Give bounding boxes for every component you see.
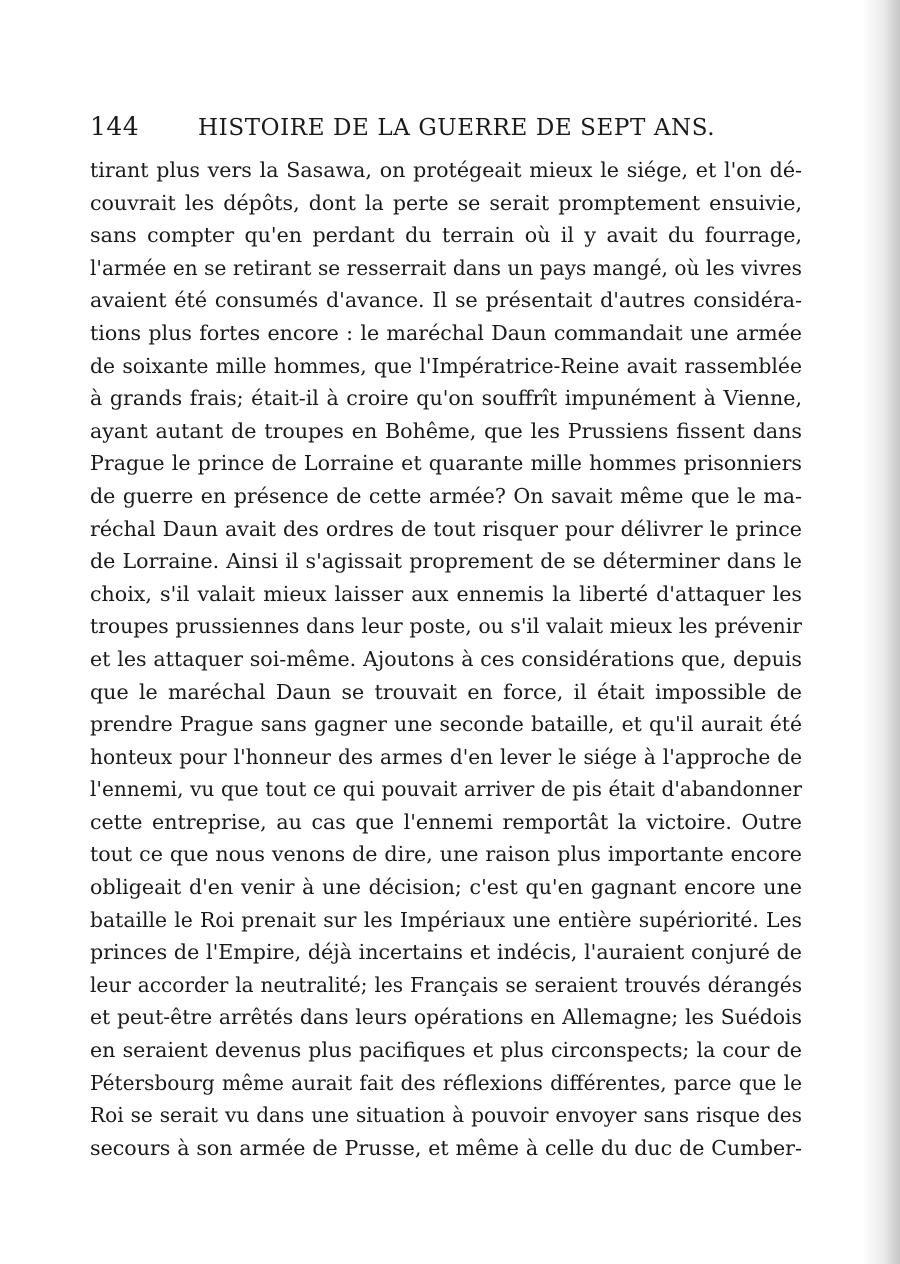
text-line: à grands frais; était-il à croire qu'on souffrît impunément à Vienne, (90, 386, 802, 411)
text-line: et peut-être arrêtés dans leurs opérations en Allemagne; les Suédois (90, 1005, 802, 1030)
text-line: princes de l'Empire, déjà incertains et indécis, l'auraient conjuré de (90, 940, 802, 965)
running-title: HISTOIRE DE LA GUERRE DE SEPT ANS. (198, 115, 716, 141)
text-line: ayant autant de troupes en Bohême, que les Prussiens fissent dans (90, 418, 802, 443)
text-line: sans compter qu'en perdant du terrain où il y avait du fourrage, (90, 223, 802, 248)
text-line: tirant plus vers la Sasawa, on protégeait mieux le siége, et l'on dé- (90, 158, 802, 182)
text-line: Roi se serait vu dans une situation à pouvoir envoyer sans risque des (90, 1103, 802, 1128)
text-line: prendre Prague sans gagner une seconde bataille, et qu'il aurait été (90, 712, 802, 737)
text-line: obligeait d'en venir à une décision; c'est qu'en gagnant encore une (90, 875, 802, 900)
page-number: 144 (90, 112, 140, 141)
text-line: de Lorraine. Ainsi il s'agissait proprement de se déterminer dans le (90, 549, 802, 574)
text-line: cette entreprise, au cas que l'ennemi remportât la victoire. Outre (90, 809, 802, 834)
text-line: troupes prussiennes dans leur poste, ou s'il valait mieux les prévenir (90, 614, 802, 639)
text-line: Prague le prince de Lorraine et quarante mille hommes prisonniers (90, 451, 802, 476)
text-line: tout ce que nous venons de dire, une raison plus importante encore (90, 842, 802, 867)
text-line: honteux pour l'honneur des armes d'en lever le siége à l'approche de (90, 744, 802, 769)
text-line: avaient été consumés d'avance. Il se présentait d'autres considéra- (90, 288, 802, 313)
page-header (90, 112, 802, 148)
body-text (90, 154, 802, 1164)
text-line: l'ennemi, vu que tout ce qui pouvait arriver de pis était d'abandonner (90, 777, 802, 802)
text-line: que le maréchal Daun se trouvait en force, il était impossible de (90, 679, 802, 704)
text-line: de guerre en présence de cette armée? On savait même que le ma- (90, 483, 802, 508)
text-line: de soixante mille hommes, que l'Impératrice-Reine avait rassemblée (90, 353, 802, 378)
text-line: choix, s'il valait mieux laisser aux ennemis la liberté d'attaquer les (90, 581, 802, 606)
text-line: Pétersbourg même aurait fait des réflexions différentes, parce que le (90, 1070, 802, 1095)
text-line: leur accorder la neutralité; les Français se seraient trouvés dérangés (90, 972, 802, 997)
text-line: l'armée en se retirant se resserrait dans un pays mangé, où les vivres (90, 255, 802, 280)
text-line: tions plus fortes encore : le maréchal Daun commandait une armée (90, 320, 802, 345)
text-line: et les attaquer soi-même. Ajoutons à ces considérations que, depuis (90, 646, 802, 671)
text-line: couvrait les dépôts, dont la perte se serait promptement ensuivie, (90, 190, 802, 215)
book-page (90, 112, 802, 1164)
text-line: bataille le Roi prenait sur les Impériaux une entière supériorité. Les (90, 907, 802, 932)
text-line: secours à son armée de Prusse, et même à celle du duc de Cumber- (90, 1135, 802, 1160)
text-line: en seraient devenus plus pacifiques et plus circonspects; la cour de (90, 1038, 802, 1063)
page-edge-shadow (862, 0, 900, 1264)
text-line: réchal Daun avait des ordres de tout risquer pour délivrer le prince (90, 516, 802, 541)
